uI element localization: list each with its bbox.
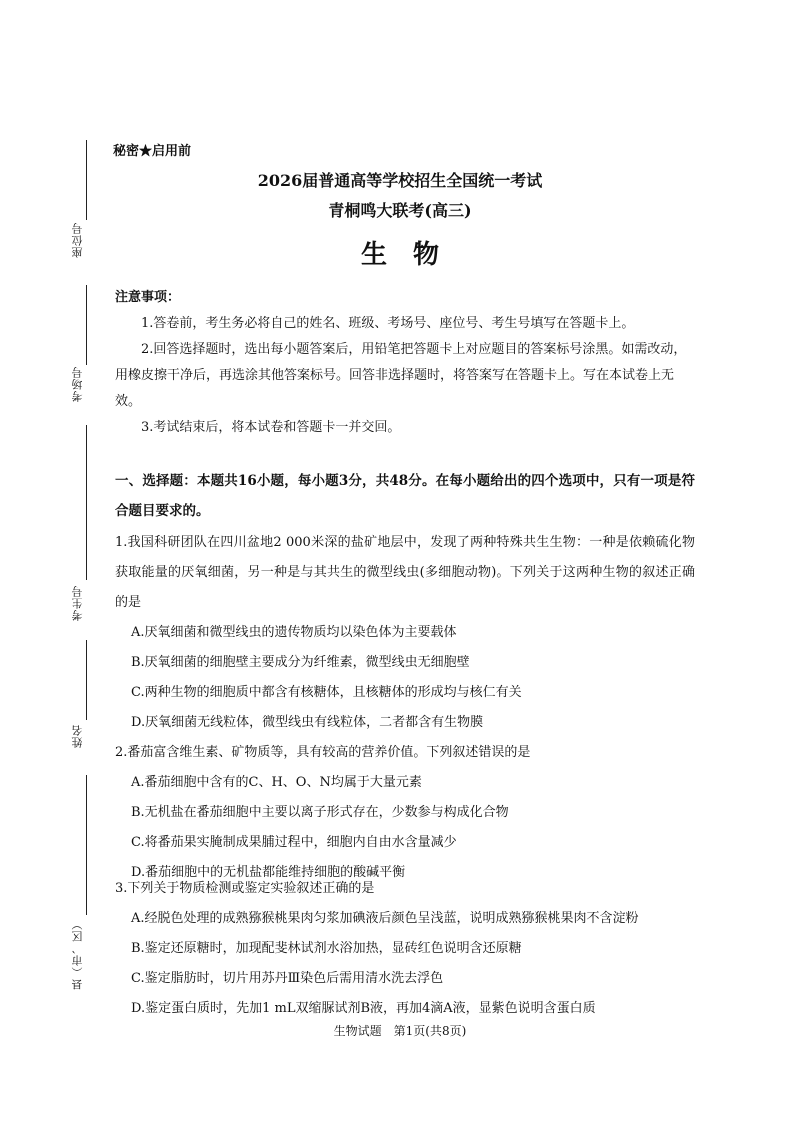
margin-line-name: [86, 640, 87, 720]
option-d: D.番茄细胞中的无机盐都能维持细胞的酸碱平衡: [131, 865, 406, 880]
option-c: C.两种生物的细胞质中都含有核糖体，且核糖体的形成均与核仁有关: [131, 685, 522, 700]
confidential-mark: 秘密★启用前: [113, 144, 192, 159]
notes-heading: 注意事项：: [115, 290, 181, 305]
margin-label-exam-no: 考生号: [71, 585, 84, 621]
question-3: [115, 874, 695, 1024]
option-a: A.番茄细胞中含有的C、H、O、N均属于大量元素: [131, 775, 422, 790]
option-b: B.鉴定还原糖时，加现配斐林试剂水浴加热，显砖红色说明含还原糖: [131, 941, 522, 956]
option-d: D.鉴定蛋白质时，先加1 mL双缩脲试剂B液，再加4滴A液，显紫色说明含蛋白质: [131, 1001, 596, 1016]
note-item: 1.答卷前，考生务必将自己的姓名、班级、考场号、座位号、考生号填写在答题卡上。: [141, 316, 635, 331]
margin-line-exam-room: [86, 285, 87, 365]
subject-title: 生物: [360, 240, 465, 270]
question-stem: 1.我国科研团队在四川盆地2 000米深的盐矿地层中，发现了两种特殊共生生物：一种是依赖硫化物获取能量的厌氧细菌，另一种是与其共生的微型线虫(多细胞动物)。下列关于这两种生物的叙述正确的是: [115, 535, 695, 610]
note-item: 2.回答选择题时，选出每小题答案后，用铅笔把答题卡上对应题目的答案标号涂黑。如需改动，用橡皮擦干净后，再选涂其他答案标号。回答非选择题时，将答案写在答题卡上。写在本试卷上无效。: [115, 342, 687, 409]
option-d: D.厌氧细菌无线粒体，微型线虫有线粒体，二者都含有生物膜: [131, 715, 484, 730]
margin-label-county: 县（市、区）: [71, 918, 84, 990]
margin-line-exam-no: [86, 425, 87, 580]
option-b: B.厌氧细菌的细胞壁主要成分为纤维素，微型线虫无细胞壁: [131, 655, 470, 670]
question-stem: 2.番茄富含维生素、矿物质等，具有较高的营养价值。下列叙述错误的是: [115, 745, 531, 760]
question-stem: 3.下列关于物质检测或鉴定实验叙述正确的是: [115, 881, 375, 896]
page-footer: 生物试题 第1页(共8页): [333, 1024, 467, 1038]
option-a: A.厌氧细菌和微型线虫的遗传物质均以染色体为主要载体: [131, 625, 457, 640]
exam-subtitle: 青桐鸣大联考(高三): [328, 201, 472, 220]
margin-label-exam-room: 考场号: [71, 366, 84, 402]
question-2: [115, 738, 695, 888]
margin-line-county: [86, 775, 87, 915]
margin-label-name: 姓名: [71, 724, 84, 748]
margin-label-seat: 座位号: [71, 222, 84, 258]
option-b: B.无机盐在番茄细胞中主要以离子形式存在，少数参与构成化合物: [131, 805, 509, 820]
question-1: [115, 528, 695, 738]
option-c: C.将番茄果实腌制成果脯过程中，细胞内自由水含量减少: [131, 835, 457, 850]
option-a: A.经脱色处理的成熟猕猴桃果肉匀浆加碘液后颜色呈浅蓝，说明成熟猕猴桃果肉不含淀粉: [131, 911, 639, 926]
exam-title: 2026届普通高等学校招生全国统一考试: [257, 171, 543, 190]
note-item: 3.考试结束后，将本试卷和答题卡一并交回。: [141, 420, 401, 435]
option-c: C.鉴定脂肪时，切片用苏丹Ⅲ染色后需用清水洗去浮色: [131, 971, 444, 986]
section-heading: 一、选择题：本题共16小题，每小题3分，共48分。在每小题给出的四个选项中，只有一项是符合题目要求的。: [115, 473, 695, 519]
notes-section: [115, 285, 695, 441]
